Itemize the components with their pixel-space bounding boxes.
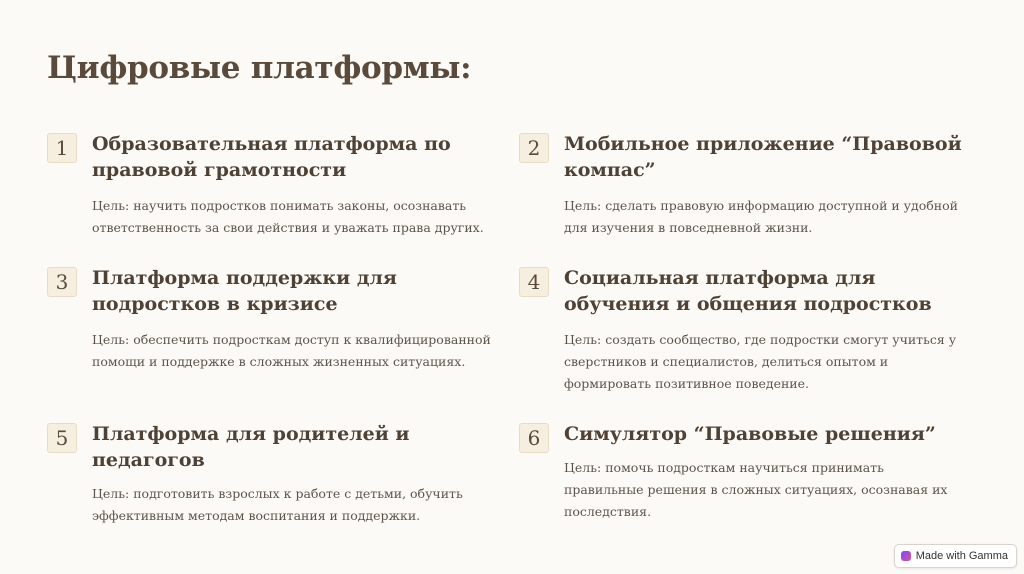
- item-description: Цель: сделать правовую информацию доступной и удобной для изучения в повседневной жизни.: [564, 198, 958, 235]
- item-description: Цель: подготовить взрослых к работе с детьми, обучить эффективным методам воспитания и поддержки.: [92, 486, 463, 523]
- item-heading: Платформа для родителей и педагогов: [92, 423, 410, 471]
- badge-label: Made with Gamma: [915, 550, 1008, 562]
- item-number: 4: [519, 267, 549, 297]
- item-heading: Образовательная платформа по правовой грамотности: [92, 133, 451, 181]
- item-heading: Симулятор “Правовые решения”: [564, 423, 936, 445]
- item-description: Цель: обеспечить подросткам доступ к квалифицированной помощи и поддержке в сложных жизненных ситуациях.: [92, 332, 491, 369]
- item-heading: Платформа поддержки для подростков в кризисе: [92, 267, 397, 315]
- item-number: 6: [519, 423, 549, 453]
- item-description: Цель: научить подростков понимать законы, осознавать ответственность за свои действия и уважать права других.: [92, 198, 484, 235]
- made-with-gamma-badge[interactable]: [894, 544, 1017, 568]
- gamma-logo-icon: [901, 551, 911, 561]
- item-description: Цель: создать сообщество, где подростки смогут учиться у сверстников и специалистов, делиться опытом и формировать позитивное поведение.: [564, 332, 957, 391]
- item-heading: Мобильное приложение “Правовой компас”: [564, 133, 962, 181]
- item-heading: Социальная платформа для обучения и общения подростков: [564, 267, 932, 315]
- item-number: 1: [47, 133, 77, 163]
- item-number: 5: [47, 423, 77, 453]
- page-title: Цифровые платформы:: [47, 50, 472, 86]
- item-number: 2: [519, 133, 549, 163]
- item-description: Цель: помочь подросткам научиться принимать правильные решения в сложных ситуациях, осознавая их последствия.: [564, 460, 948, 519]
- item-number: 3: [47, 267, 77, 297]
